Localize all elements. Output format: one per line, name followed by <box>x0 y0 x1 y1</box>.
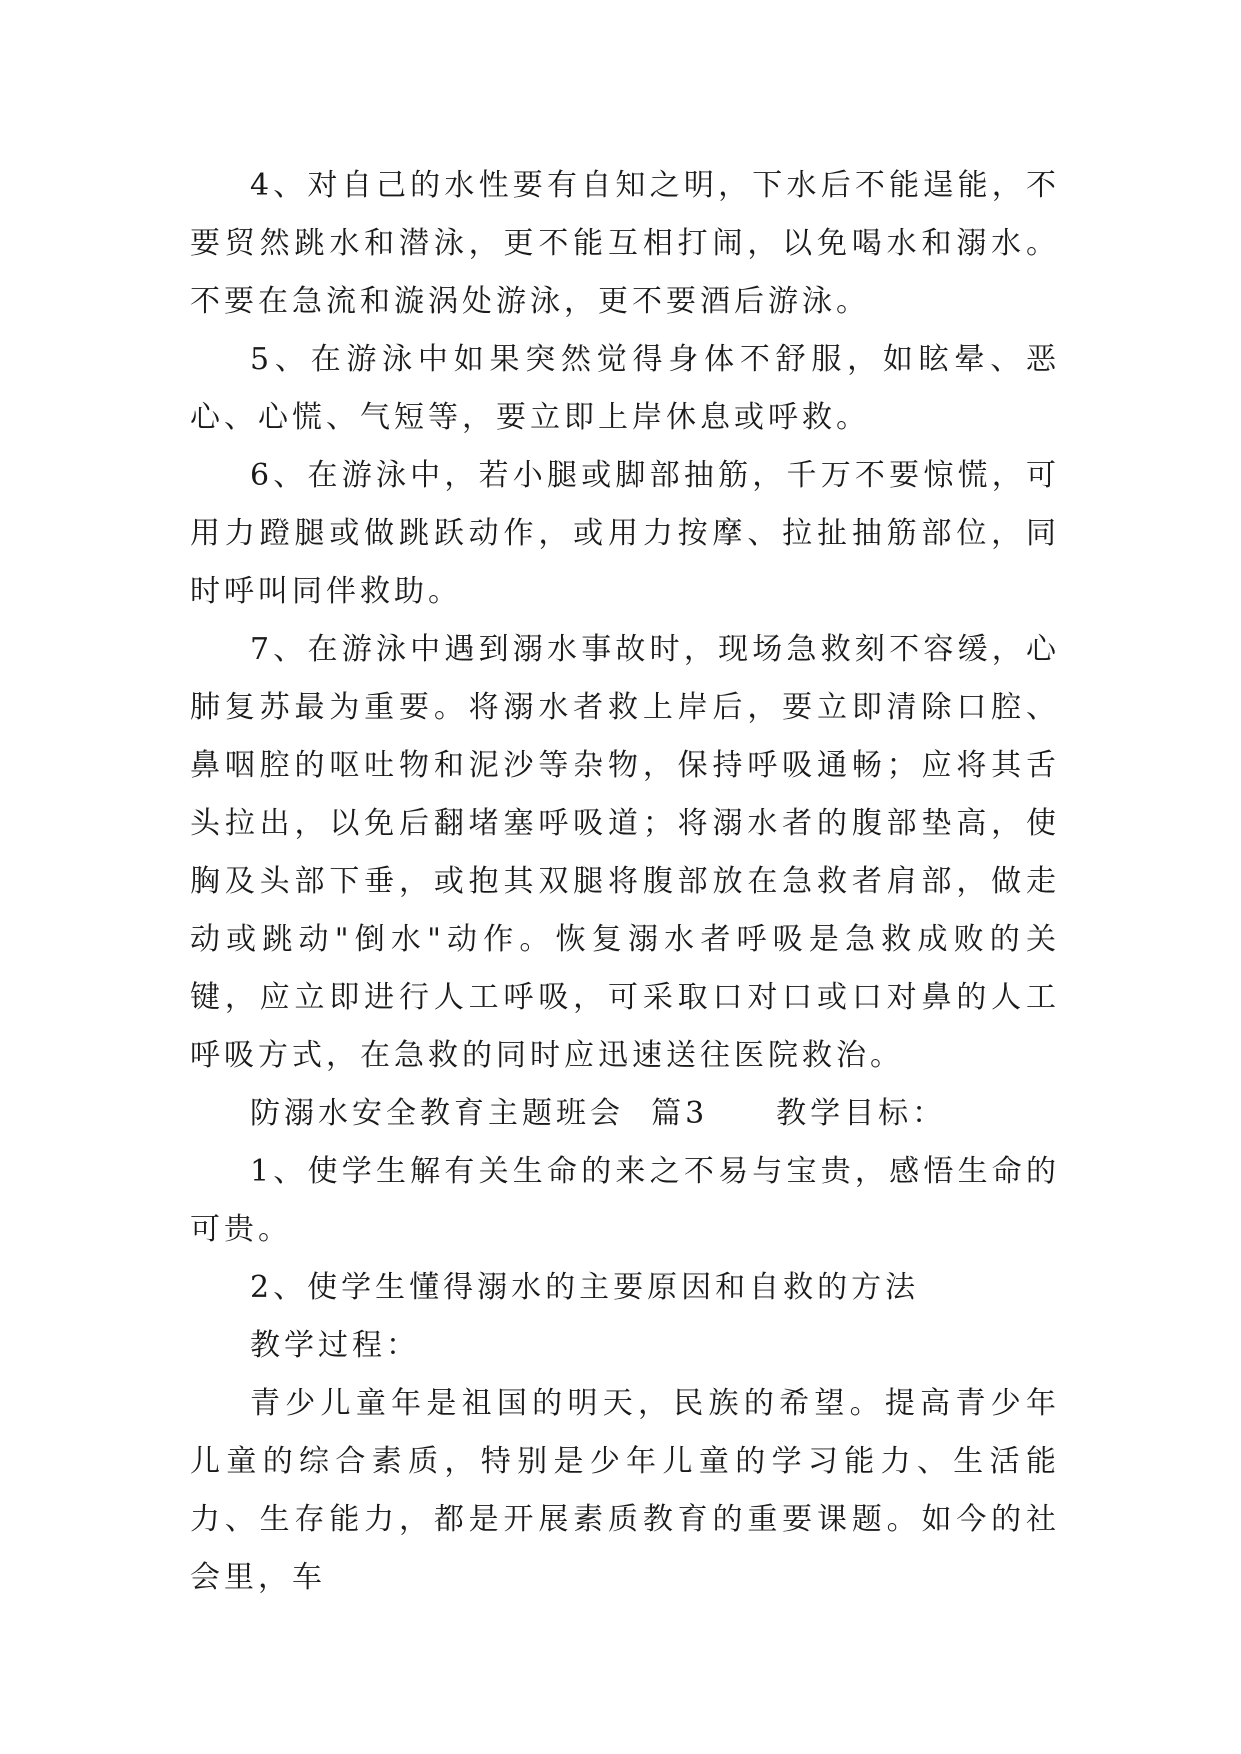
paragraph-teaching-process-label: 教学过程： <box>250 1328 420 1363</box>
paragraph-objective-1: 1、使学生解有关生命的来之不易与宝贵，感悟生命的可贵。 <box>190 1154 1060 1247</box>
paragraph-swimming-tip-4: 4、对自己的水性要有自知之明，下水后不能逞能，不要贸然跳水和潜泳，更不能互相打闹，以免喝水和溺水。不要在急流和漩涡处游泳，更不要酒后游泳。 <box>190 168 1060 319</box>
section-heading-lesson-3: 防溺水安全教育主题班会 篇3 教学目标： <box>250 1096 947 1131</box>
paragraph-swimming-tip-7: 7、在游泳中遇到溺水事故时，现场急救刻不容缓，心肺复苏最为重要。将溺水者救上岸后，要立即清除口腔、鼻咽腔的呕吐物和泥沙等杂物，保持呼吸通畅；应将其舌头拉出，以免后翻堵塞呼吸道；将溺水者的腹部垫高，使胸及头部下垂，或抱其双腿将腹部放在急救者肩部，做走动或跳动"倒水"动作。恢复溺水者呼吸是急救成败的关键，应立即进行人工呼吸，可采取口对口或口对鼻的人工呼吸方式，在急救的同时应迅速送往医院救治。 <box>190 632 1060 1073</box>
paragraph-swimming-tip-5: 5、在游泳中如果突然觉得身体不舒服，如眩晕、恶心、心慌、气短等，要立即上岸休息或呼救。 <box>190 342 1060 435</box>
paragraph-swimming-tip-6: 6、在游泳中，若小腿或脚部抽筋，千万不要惊慌，可用力蹬腿或做跳跃动作，或用力按摩、拉扯抽筋部位，同时呼叫同伴救助。 <box>190 458 1060 609</box>
paragraph-teaching-process-body: 青少儿童年是祖国的明天，民族的希望。提高青少年儿童的综合素质，特别是少年儿童的学习能力、生活能力、生存能力，都是开展素质教育的重要课题。如今的社会里，车 <box>190 1386 1060 1595</box>
document-body <box>190 157 1060 1607</box>
paragraph-objective-2: 2、使学生懂得溺水的主要原因和自救的方法 <box>250 1270 920 1305</box>
